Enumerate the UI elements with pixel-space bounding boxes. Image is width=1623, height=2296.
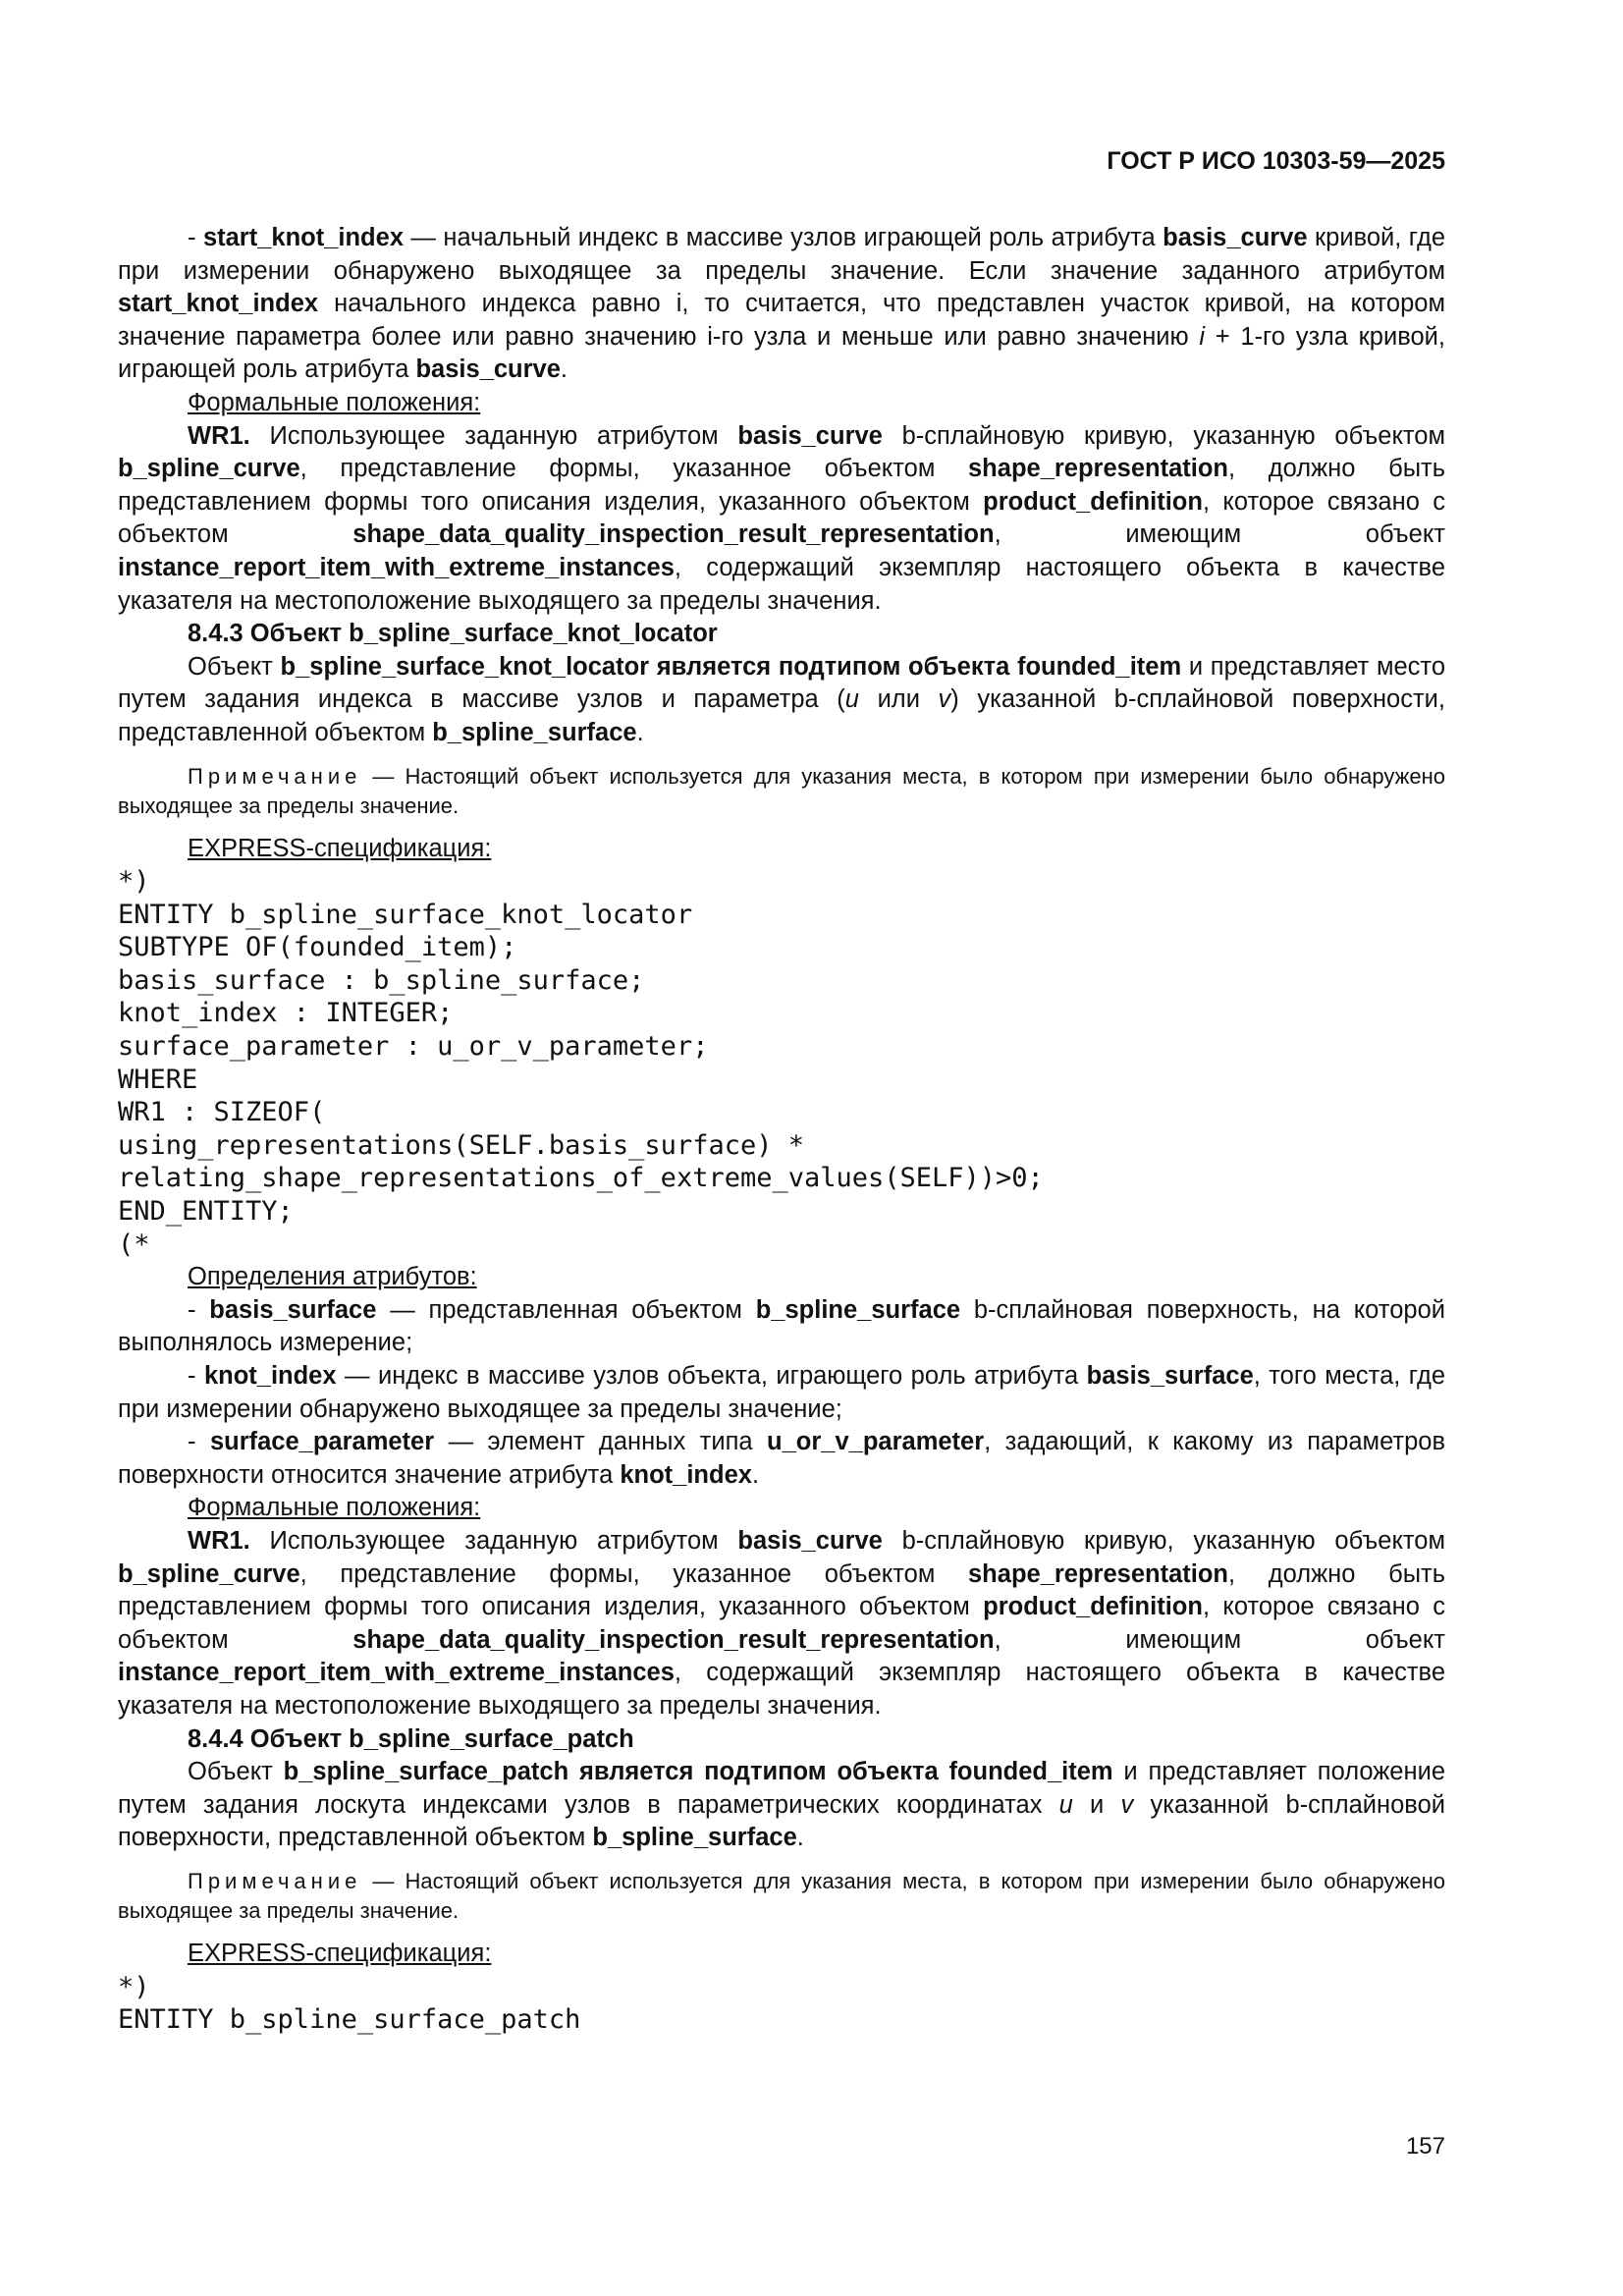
page-number: 157	[1405, 2133, 1445, 2159]
section-heading-8-4-3: 8.4.3 Объект b_spline_surface_knot_locator	[188, 620, 718, 648]
document-body	[118, 222, 1445, 2037]
code-line: using_representations(SELF.basis_surface) *	[118, 1129, 804, 1161]
paragraph-wr1-surface: WR1. Использующее заданную атрибутом basis_curve b-сплайновую кривую, указанную объектом b_spline_curve, представление формы, указанное объектом shape_representation, должно быть представлением формы того описания изделия, указанного объектом product_definition, которое связано с объектом shape_data_quality_inspection_result_representation, имеющим объект instance_report_item_with_extreme_instances, содержащий экземпляр настоящего объекта в качестве указателя на местоположение выходящего за пределы значения.	[118, 1526, 1445, 1720]
code-line: *)	[118, 1971, 150, 2002]
code-line: knot_index : INTEGER;	[118, 998, 454, 1029]
attribute-surface-parameter: - surface_parameter — элемент данных типа u_or_v_parameter, задающий, к какому из параметров поверхности относится значение атрибута knot_index.	[118, 1428, 1446, 1489]
code-line: (*	[118, 1229, 150, 1260]
express-code-block	[118, 865, 1445, 1261]
attribute-knot-index: - knot_index — индекс в массиве узлов объекта, играющего роль атрибута basis_surface, того места, где при измерении обнаружено выходящее за пределы значение;	[118, 1362, 1446, 1423]
express-spec-heading: EXPRESS-спецификация:	[188, 834, 492, 862]
formal-provisions-heading: Формальные положения:	[188, 388, 481, 416]
code-line: relating_shape_representations_of_extreme_values(SELF))>0;	[118, 1163, 1044, 1194]
code-line: SUBTYPE OF(founded_item);	[118, 932, 517, 963]
code-line: ENTITY b_spline_surface_patch	[118, 2004, 581, 2036]
code-line: WR1 : SIZEOF(	[118, 1097, 326, 1128]
code-line: surface_parameter : u_or_v_parameter;	[118, 1031, 709, 1063]
paragraph-8-4-4: Объект b_spline_surface_patch является подтипом объекта founded_item и представляет положение путем задания лоскута индексами узлов в параметрических координатах u и v указанной b-сплайновой поверхности, представленной объектом b_spline_surface.	[118, 1758, 1445, 1852]
paragraph-wr1-curve: WR1. Использующее заданную атрибутом basis_curve b-сплайновую кривую, указанную объектом b_spline_curve, представление формы, указанное объектом shape_representation, должно быть представлением формы того описания изделия, указанного объектом product_definition, которое связано с объектом shape_data_quality_inspection_result_representation, имеющим объект instance_report_item_with_extreme_instances, содержащий экземпляр настоящего объекта в качестве указателя на местоположение выходящего за пределы значения.	[118, 421, 1445, 615]
paragraph-start-knot-index: - start_knot_index — начальный индекс в массиве узлов играющей роль атрибута basis_curve кривой, где при измерении обнаружено выходящее за пределы значение. Если значение заданного атрибутом start_knot_index начального индекса равно i, то считается, что представлен участок кривой, на котором значение параметра более или равно значению i-го узла и меньше или равно значению i + 1-го узла кривой, играющей роль атрибута basis_curve.	[118, 224, 1445, 384]
section-heading-8-4-4: 8.4.4 Объект b_spline_surface_patch	[188, 1724, 634, 1753]
attribute-basis-surface: - basis_surface — представленная объектом b_spline_surface b-сплайновая поверхность, на которой выполнялось измерение;	[118, 1295, 1445, 1357]
code-line: END_ENTITY;	[118, 1196, 294, 1228]
express-spec-heading: EXPRESS-спецификация:	[188, 1939, 492, 1967]
code-line: WHERE	[118, 1064, 198, 1095]
note-8-4-4: Примечание — Настоящий объект используется для указания места, в котором при измерении было обнаружено выходящее за пределы значение.	[118, 1868, 1445, 1923]
formal-provisions-heading: Формальные положения:	[188, 1494, 481, 1522]
attribute-definitions-heading: Определения атрибутов:	[188, 1263, 477, 1291]
standard-header: ГОСТ Р ИСО 10303-59—2025	[1107, 147, 1445, 175]
code-line: *)	[118, 866, 150, 898]
express-code-block	[118, 1971, 1445, 2037]
document-page	[118, 0, 1445, 2296]
note-8-4-3: Примечание — Настоящий объект используется для указания места, в котором при измерении было обнаружено выходящее за пределы значение.	[118, 763, 1445, 818]
code-line: basis_surface : b_spline_surface;	[118, 964, 645, 996]
code-line: ENTITY b_spline_surface_knot_locator	[118, 899, 693, 930]
paragraph-8-4-3: Объект b_spline_surface_knot_locator является подтипом объекта founded_item и представляет место путем задания индекса в массиве узлов и параметра (u или v) указанной b-сплайновой поверхности, представленной объектом b_spline_surface.	[118, 652, 1446, 746]
